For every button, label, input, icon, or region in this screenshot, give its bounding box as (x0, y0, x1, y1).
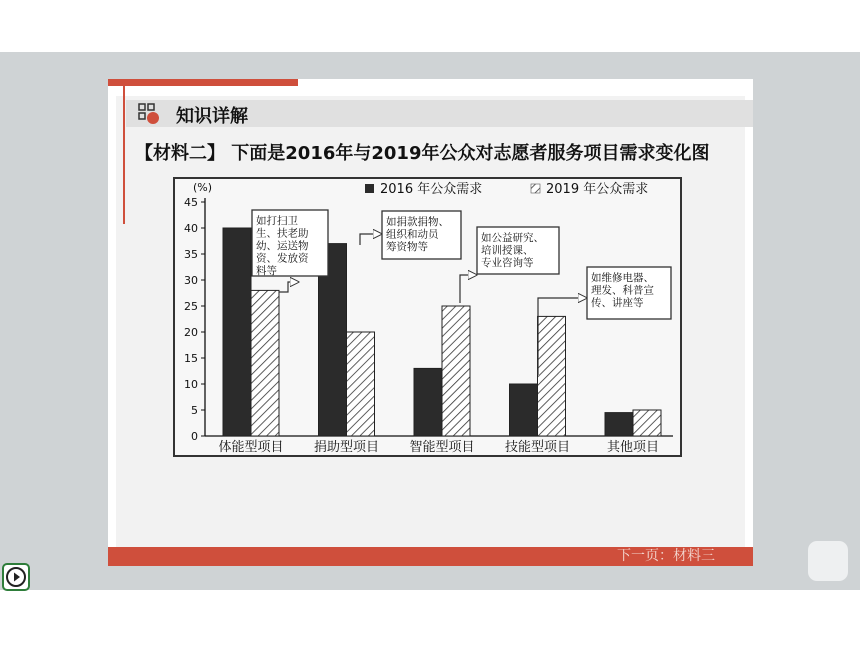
accent-bar-top (108, 79, 298, 86)
y-unit-label: (%) (193, 181, 213, 194)
annotation-text: 幼、运送物 (256, 240, 309, 252)
annotation-text: 理发、科普宣 (591, 284, 654, 297)
bar-2019-1 (251, 290, 279, 436)
annotation-text: 组织和动员 (386, 228, 439, 241)
annotation-text: 筹资物等 (386, 241, 428, 253)
legend-swatch-2016 (365, 184, 374, 193)
y-tick-label: 0 (191, 430, 198, 443)
material-label: 【材料二】 (135, 143, 225, 164)
y-tick-label: 25 (184, 300, 198, 313)
section-title: 知识详解 (176, 106, 248, 127)
annotation-2 (360, 211, 461, 259)
legend-label-2019: 2019 年公众需求 (546, 182, 649, 197)
y-tick-label: 40 (184, 222, 198, 235)
y-tick-label: 35 (184, 248, 198, 261)
bar-2016-5 (605, 413, 633, 436)
annotation-3 (460, 227, 559, 303)
next-page-link[interactable]: 下一页：材料三 (617, 548, 715, 564)
play-button[interactable] (2, 563, 30, 591)
annotation-text: 料等 (256, 265, 277, 277)
annotation-text: 培训授课、 (481, 244, 534, 257)
bar-2019-4 (538, 316, 566, 436)
annotation-text: 资、发放资 (256, 252, 309, 265)
annotation-text: 如捐款捐物、 (386, 216, 449, 228)
chart-legend (365, 181, 648, 197)
material-text: 下面是2016年与2019年公众对志愿者服务项目需求变化图 (231, 143, 710, 164)
legend-swatch-2019 (531, 184, 540, 193)
annotation-text: 如维修电器、 (591, 272, 654, 284)
x-tick-label: 技能型项目 (504, 440, 571, 455)
bar-2016-4 (510, 384, 538, 436)
annotation-text: 生、扶老助 (256, 227, 309, 240)
y-tick-label: 5 (191, 404, 198, 417)
annotation-text: 专业咨询等 (481, 257, 534, 269)
bar-2016-3 (414, 368, 442, 436)
y-tick-label: 10 (184, 378, 198, 391)
annotation-text: 如打扫卫 (256, 215, 298, 227)
legend-label-2016: 2016 年公众需求 (380, 182, 483, 197)
x-tick-label: 智能型项目 (409, 440, 475, 455)
accent-bar-vertical (123, 86, 125, 224)
y-tick-label: 45 (184, 196, 198, 209)
y-tick-label: 30 (184, 274, 198, 287)
annotation-text: 如公益研究、 (481, 232, 544, 244)
x-tick-label: 捐助型项目 (313, 440, 380, 455)
y-tick-label: 20 (184, 326, 198, 339)
bar-2016-1 (223, 228, 251, 436)
bar-chart (175, 179, 680, 455)
annotation-1 (252, 210, 328, 292)
y-tick-label: 15 (184, 352, 198, 365)
fullscreen-button[interactable] (808, 541, 848, 581)
section-icon (138, 103, 160, 125)
x-tick-label: 体能型项目 (218, 440, 284, 455)
footer-bar (108, 547, 753, 566)
bar-2019-5 (633, 410, 661, 436)
bar-2019-2 (347, 332, 375, 436)
chart-frame (173, 177, 682, 457)
bar-2019-3 (442, 306, 470, 436)
annotation-arrow (360, 234, 380, 245)
material-heading (135, 139, 709, 165)
annotation-text: 传、讲座等 (591, 297, 644, 309)
play-icon (4, 565, 28, 589)
annotation-arrow (460, 275, 475, 303)
annotation-arrow (279, 282, 297, 292)
x-tick-label: 其他项目 (606, 440, 660, 455)
